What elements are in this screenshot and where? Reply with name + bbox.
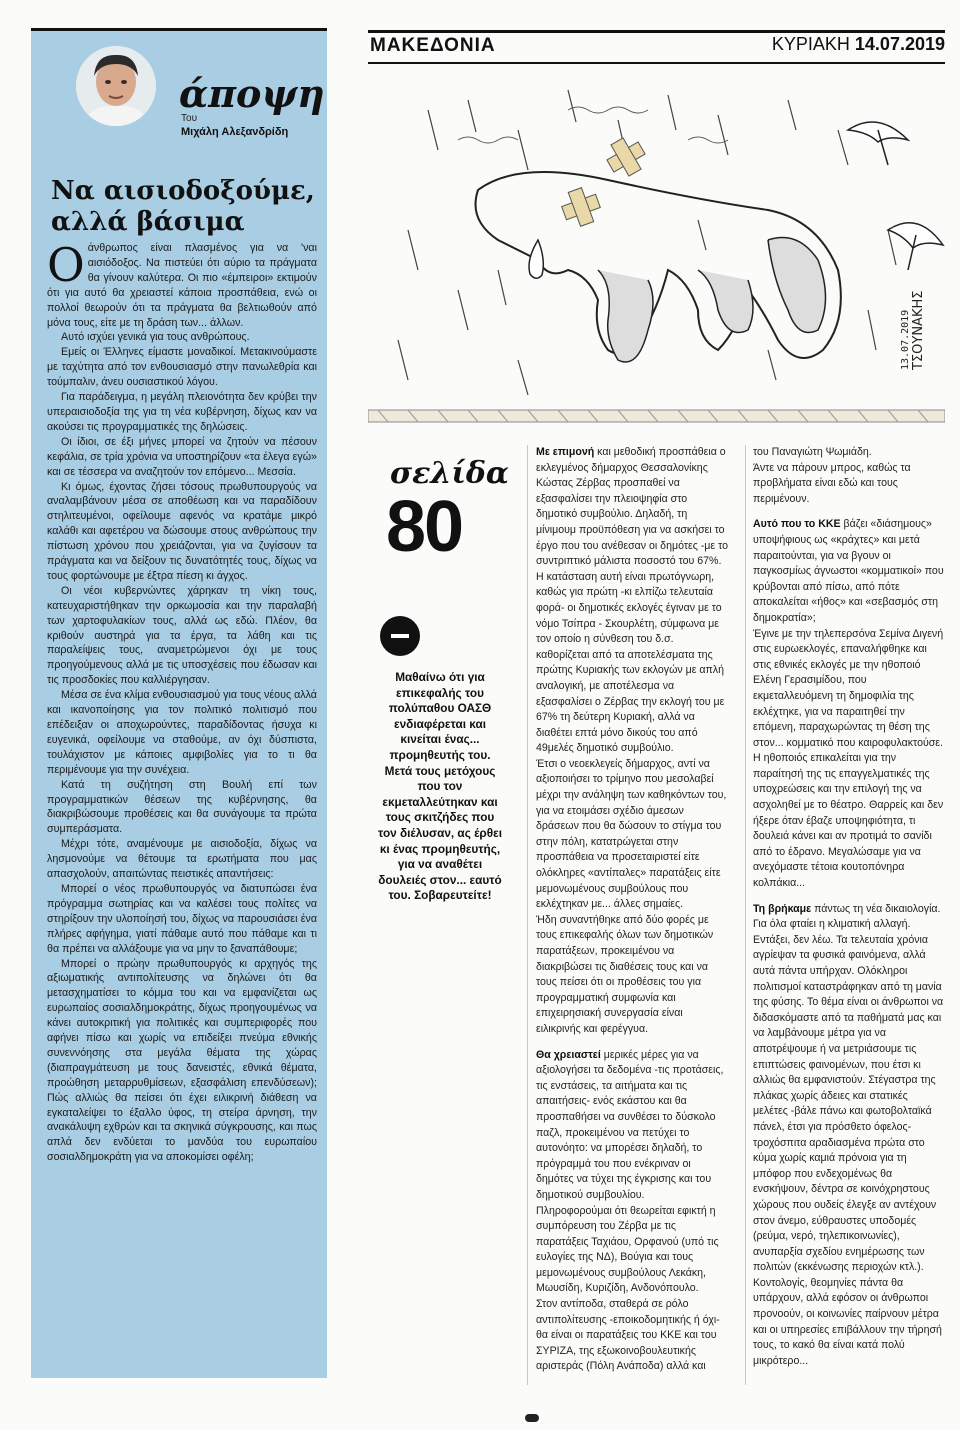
paragraph: Οι ίδιοι, σε έξι μήνες μπορεί να ζητούν να πέσουν κεφάλια, σε τρία χρόνια να υποστηρίζουν «τα έλεγα εγώ» και σε τέσσερα να αναζητούν τον επόμενο... Μεσσία. bbox=[47, 435, 317, 478]
issue-date bbox=[772, 34, 945, 55]
article-headline bbox=[51, 176, 321, 238]
paragraph: Μέσα σε ένα κλίμα ενθουσιασμού για τους νέους αλλά και ικανοποίησης για τον πολιτικό πολιτισμό που επέδειξαν οι αποχωρούντες, παραδίδοντας ήσυχα κι ευγενικά, οφείλουμε να σταθούμε, αν όχι δύσπιστα, τουλάχιστον με κάποιες αμφιβολίες για το τι θα περιμένουμε για την συνέχεια. bbox=[47, 689, 317, 776]
paragraph: Κι όμως, έχοντας ζήσει τόσους πρωθυπουργούς να αναλαμβάνουν μέσα σε αποθέωση και να παραδίδουν στηλιτευμένοι, οφείλουμε αφενός να κρατάμε μικρό καλάθι και αφετέρου να δώσουμε στους ανθρώπους την πίστωση χρόνου που χρειάζονται, για να ζυγίσουν τα πράγματα και να δείξουν τις δυνατότητές τους, δίχως να τους φορτώνουμε με έξτρα πίεση κι άγχος. bbox=[47, 480, 317, 582]
paragraph: Κατά τη συζήτηση στη Βουλή επί των προγραμματικών θέσεων της κυβέρνησης, θα διακριβώσουμε προθέσεις και θα συνάγουμε τα πρώτα συμπεράσματα. bbox=[47, 778, 317, 836]
headline-line: Να αισιοδοξούμε, bbox=[51, 176, 315, 206]
newspaper-name: ΜΑΚΕΔΟΝΙΑ bbox=[370, 35, 496, 56]
masthead-rule bbox=[368, 30, 945, 33]
paragraph-text: πάντως τη νέα δικαιολογία. Για όλα φταίει η κλιματική αλλαγή. Εντάξει, δεν λέω. Τα τελευταία χρόνια αγρίεψαν τα φυσικά φαινόμενα, αλλά αυτά πάντα υπήρχαν. Ολόκληροι πολιτισμοί καταστράφηκαν από τη μανία της φύσης. Το θέμα είναι οι άνθρωποι να διδασκόμαστε από τα παθήματά μας και να λαμβάνουμε μέτρα για να αποτρέψουμε ή να μετριάσουμε τις επιπτώσεις φαινομένων, που έτσι κι αλλιώς θα εμφανιστούν. Στέγαστρα της πλάκας χωρίς άδειες και στατικές μελέτες -βάλε πάνω και φωτοβολταϊκά πάνελ, έτσι για πρόσθετο όφελος- τροχόσπιτα αραδιασμένα πρώτα στο κύμα χωρίς καμιά πρόνοια για τη μπόφορ που ενδεχομένως θα ενσκήψουν, δέντρα σε κοινόχρηστους χώρους που ουδείς έλεγξε αν αντέχουν στον άνεμο, εύθραυστες υποδομές (ρεύμα, νερό, τηλεπικοινωνίες), ανυπαρξία σχεδίου ενημέρωσης των πολιτών (εκκένωσης περιοχών κτλ.). Κοντολογίς, θεομηνίες πάντα θα υπάρχουν, αλλά εφόσον οι άνθρωποι προνοούν, οι κοινωνίες παίρνουν μέτρα και οι υπηρεσίες επιβάλλουν την τήρησή τους, το κακό θα είναι κατά πολύ μικρότερο... bbox=[753, 902, 944, 1367]
paragraph: Στον αντίποδα, σταθερά σε ρόλο αντιπολίτευσης -εποικοδομητικής ή όχι- θα είναι οι παρατάξεις του ΚΚΕ και του ΣΥΡΙΖΑ, της εξωκοινοβουλευτικής αριστεράς (Πόλη Ανάποδα) αλλά και bbox=[536, 1298, 720, 1373]
paragraph: Έτσι ο νεοεκλεγείς δήμαρχος, αντί να αξιοποιήσει το τρίμηνο που μεσολαβεί μέχρι την ανάληψη των καθηκόντων του, για να ετοιμάσει σχέδιο άμεσων δράσεων που θα δώσουν το στίγμα του στην πόλη, κατατρώγεται στην προσπάθεια να προσεταιριστεί είτε ολόκληρες «αντίπαλες» παρατάξεις είτε μεμονωμένους συμβούλους που εκλέχτηκαν με... άλλες σημαίες. bbox=[536, 757, 727, 911]
paragraph: Ήδη συναντήθηκε από δύο φορές με τους επικεφαλής όλων των δημοτικών παρατάξεων, προκειμένου να διακριβώσει τις διαθέσεις τους και να τους πείσει ότι οι προθέσεις του για προγραμματική συμφωνία και επιχειρησιακή συνεργασία είναι ειλικρινής και φερέγγυα. bbox=[536, 913, 714, 1035]
paragraph: Εμείς οι Έλληνες είμαστε μοναδικοί. Μετακινούμαστε με ταχύτητα από τον ενθουσιασμό στην πανωλεθρία και τούμπαλιν, άνευ ουσιαστικού λόγου. bbox=[47, 346, 317, 389]
paragraph bbox=[536, 445, 728, 570]
page-number: 80 bbox=[386, 487, 463, 567]
minus-bar bbox=[391, 634, 409, 638]
paragraph: Έγινε με την τηλεπερσόνα Σεμίνα Διγενή στις ευρωεκλογές, επαναλήφθηκε και στις εθνικές εκλογές με την ηθοποιό Ελένη Γερασιμίδου, που εκμεταλλευόμενη τη δημοφιλία της εκλέχτηκε, για να παραιτηθεί την επόμενη, παραχωρώντας τη θέση της στον... κομματικό που καιροφυλακτούσε. bbox=[753, 627, 944, 749]
byline-prefix: Του bbox=[181, 113, 198, 124]
drop-cap: Ο bbox=[47, 238, 85, 292]
news-column-middle bbox=[536, 445, 728, 1375]
paragraph bbox=[753, 517, 945, 626]
cartoon-drawing-icon bbox=[368, 70, 945, 430]
paragraph-text: και μεθοδική προσπάθεια ο εκλεγμένος δήμαρχος Θεσσαλονίκης Κώστας Ζέρβας προσπαθεί να εξασφαλίσει την πλειοψηφία στο δημοτικό συμβούλιο. Δηλαδή, τη μίνιμουμ προϋπόθεση για να ασκήσει το έργο που του ανέθεσαν οι δημότες -με το συντριπτικό μάλιστα ποσοστό του 67%. bbox=[536, 446, 728, 568]
masthead-rule bbox=[368, 62, 945, 64]
issue-date-value: 14.07.2019 bbox=[854, 34, 945, 54]
paragraph: Αυτό ισχύει γενικά για τους ανθρώπους. bbox=[61, 331, 250, 344]
page-marker bbox=[525, 1414, 539, 1422]
paragraph bbox=[536, 1048, 728, 1204]
paragraph: Για παράδειγμα, η μεγάλη πλειονότητα δεν κρύβει την υπεραισιοδοξία της για τη νέα κυβέρνηση, δίχως καν να ακούσει τις προγραμματικές της δηλώσεις. bbox=[47, 391, 317, 433]
column-divider bbox=[527, 445, 528, 1385]
paragraph-text: μερικές μέρες για να αξιολογήσει τα δεδομένα -τις προτάσεις, τις ενστάσεις, τα αιτήματα και τις απαιτήσεις- ενός εκάστου και θα προσπαθήσει να συνθέσει το δύσκολο παζλ, προκειμένου να πετύχει το αυτονόητο: να μπορέσει δηλαδή, το πρόγραμμά του που ενέκριναν οι δημότες να τύχει της έγκρισης και του δημοτικού συμβουλίου. bbox=[536, 1048, 724, 1201]
paragraph: Η κατάσταση αυτή είναι πρωτόγνωρη, καθώς για πρώτη -κι ελπίζω τελευταία φορά- οι δημοτικές εκλογές έγιναν με το νόμο Τσίπρα - Σκουρλέτη, σύμφωνα με τον οποίο η σύνθεση του δ.σ. καθορίζεται από τα αποτελέσματα της πρώτης Κυριακής των εκλογών με απλή αναλογική, με αποτέλεσμα να εξασφαλίσει ο Ζέρβας την εκλογή του με 67% τη δεύτερη Κυριακή, αλλά να διαθέτει επτά μόνο δικούς του από 49μελές δημοτικό συμβούλιο. bbox=[536, 570, 725, 755]
paragraph-text: άνθρωπος είναι πλασμένος για να 'ναι αισιόδοξος. Να πιστεύει ότι αύριο τα πράγματα θα γίνουν καλύτερα. Οι πιο «έμπειροι» εκτιμούν ότι για αυτό θα χρειαστεί κάποια προσπάθεια, ενώ οι πολλοί θεωρούν ότι τα πράγματα θα βελτιωθούν από μόνα τους, είτε με τη δράση των... άλλων. bbox=[47, 242, 317, 329]
paragraph: Η ηθοποιός επικαλείται για την παραίτησή της τις επαγγελματικές της υποχρεώσεις και την επιλογή της να ασχοληθεί με το θέατρο. Θαρρείς και δεν ήξερε όταν έβαζε υποψηφιότητα, τι δουλειά κάνει και αν προτιμά το σανίδι από το έδρανο. Μεγαλώσαμε για να ανεχόμαστε τέτοια κουτοπόνηρα κολπάκια... bbox=[753, 752, 944, 890]
paragraph: Μπορεί ο νέος πρωθυπουργός να διατυπώσει ένα πρόγραμμα σωτηρίας και να καλέσει τους πολίτες να στηρίξουν την υλοποίησή του, δίχως να παρουσιάσει ένα πλήρες αφήγημα, γιατί πάθαμε αυτό που πάθαμε και τι θα πρέπει να αλλάξουμε για να μην το ξαναπάθουμε; bbox=[47, 882, 317, 955]
lead-in: Θα χρειαστεί bbox=[536, 1048, 601, 1061]
paragraph: Πληροφορούμαι ότι θεωρείται εφικτή η συμπόρευση του Ζέρβα με τις παρατάξεις Ταχιάου, Ορφανού (υπό τις ευλογίες της ΝΔ), Βούγια και τους μεμονωμένους συμβούλους Λεκάκη, Μωυσίδη, Κυριζίδη, Ανδονόπουλο. bbox=[536, 1204, 719, 1295]
author-portrait-icon bbox=[76, 46, 156, 126]
minus-icon bbox=[380, 616, 420, 656]
column-divider bbox=[745, 445, 746, 1385]
article-body bbox=[47, 238, 317, 1165]
opinion-column bbox=[31, 28, 327, 1378]
headline-line: αλλά βάσιμα bbox=[51, 207, 245, 237]
paragraph bbox=[753, 902, 945, 1370]
lead-in: Με επιμονή bbox=[536, 446, 595, 458]
page-label: σελίδα bbox=[390, 456, 510, 491]
paragraph: Οι νέοι κυβερνώντες χάρηκαν τη νίκη τους, κατευχαριστήθηκαν την ορκωμοσία και την παραλαβή των χαρτοφυλακίων τους, αλλά ως εδώ. Πλέον, θα κριθούν αυστηρά για τα έργα, τα λάθη και τις παραλείψεις τους, αναμετρώμενοι όχι με τους προηγούμενους αλλά με τις υποσχέσεις που έδωσαν και τις προσδοκίες που καλλιέργησαν. bbox=[47, 584, 317, 687]
lead-in: Αυτό που το ΚΚΕ bbox=[753, 518, 841, 531]
issue-day: ΚΥΡΙΑΚΗ bbox=[771, 34, 850, 54]
author-photo bbox=[76, 46, 156, 126]
paragraph: Άντε να πάρουν μπρος, καθώς τα προβλήματα είναι εδώ και τους περιμένουν. bbox=[753, 461, 911, 505]
section-label: άποψη bbox=[179, 71, 325, 116]
paragraph: Μέχρι τότε, αναμένουμε με αισιοδοξία, δίχως να λησμονούμε να θέτουμε τα ερωτήματα που μας απασχολούν, απαιτώντας πειστικές απαντήσεις: bbox=[47, 838, 317, 881]
paragraph bbox=[47, 238, 317, 330]
paragraph: Μπορεί ο πρώην πρωθυπουργός κι αρχηγός της αξιωματικής αντιπολίτευσης να δηλώνει ότι θα μετασχηματίσει το κόμμα του και να εμφανίζεται ως ευρωπαίος σοσιαλδημοκράτης, δίχως προηγουμένως να κάνει αυτοκριτική για πολιτικές και συμπεριφορές που αφήνει πίσω και χωρίς να επιδείξει πνεύμα εθνικής συνεννόησης στα μεγάλα θέματα της χώρας (διαπραγμάτευση με τους δανειστές, εθνικά θέματα, προώθηση μεταρρυθμίσεων, εξασφάλιση επενδύσεων); Πώς αλλιώς θα πείσει ότι έχει ειλικρινή διάθεση να εγκαταλείψει το έξαλλο ύφος, τη στείρα άρνηση, την ανακάλυψη εχθρών και τα σκηνικά σύγκρουσης, και πως απλά δεν ενδύεται το μανδύα του ευρωπαίου σοσιαλδημοκράτη για να αποκομίσει οφέλη; bbox=[47, 957, 317, 1164]
lead-in: Τη βρήκαμε bbox=[753, 902, 812, 915]
signature-name: ΤΣΟΥΝΑΚΗΣ bbox=[911, 290, 926, 370]
news-column-right bbox=[753, 445, 945, 1369]
paragraph: του Παναγιώτη Ψωμιάδη. bbox=[753, 446, 872, 458]
paragraph-text: βάζει «διάσημους» υποψήφιους ως «κράχτες» και μετά παραιτούνται, για να βγουν οι παγκοσμίως άγνωστοι «κομματικοί» που κρύβονται από πίσω, από πότε αποκαλείται «ήθος» και «σεβασμός στη δημοκρατία»; bbox=[753, 518, 944, 624]
signature-date: 13.07.2019 bbox=[900, 309, 911, 370]
editorial-cartoon bbox=[368, 70, 945, 430]
gossip-item: Μαθαίνω ότι για επικεφαλής του πολύπαθου ΟΑΣΘ ενδιαφέρεται και κινείται ένας... προμηθευτής του. Μετά τους μετόχους που τον εκμεταλλεύτηκαν και τους σκιτζήδες που τον διέλυσαν, ας έρθει κι ένας προμηθευτής, για να αναθέτει δουλειές στον... εαυτό του. Σοβαρευτείτε! bbox=[378, 670, 502, 903]
byline-author: Μιχάλη Αλεξανδρίδη bbox=[181, 126, 289, 138]
